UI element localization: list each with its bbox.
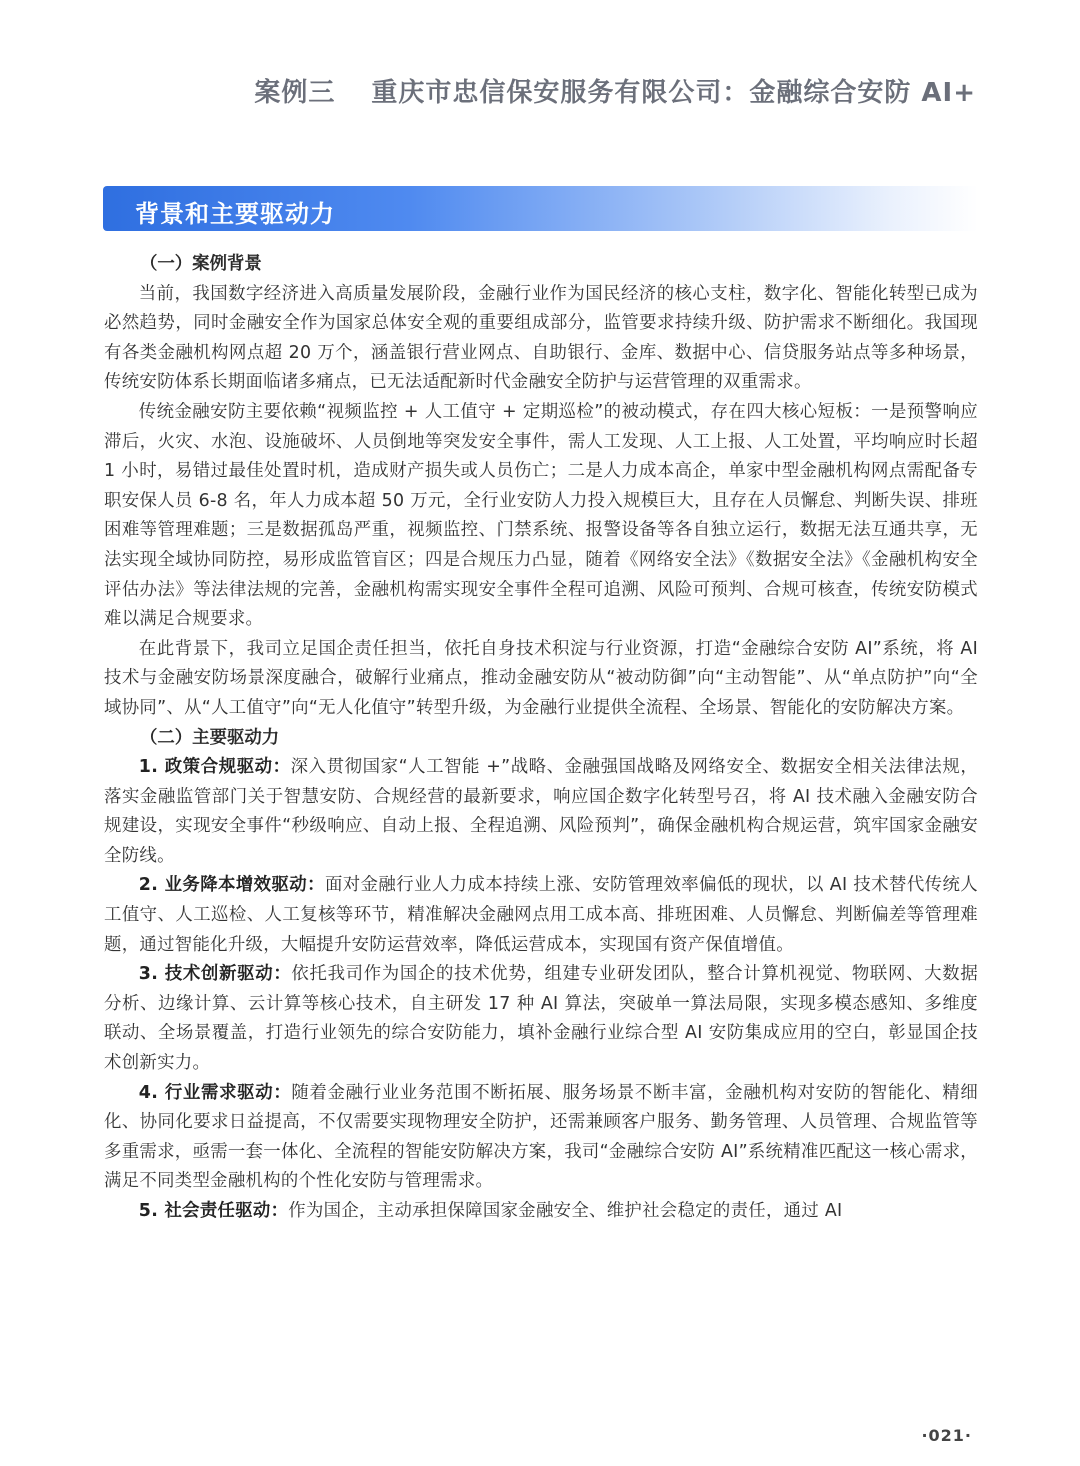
section-title: 背景和主要驱动力	[135, 200, 335, 228]
driver-text: 深入贯彻国家“人工智能 +”战略、金融强国战略及网络安全、数据安全相关法律法规，落实金融监管部门关于智慧安防、合规经营的最新要求，响应国企数字化转型号召，将 AI 技术融入金融安防合规建设，实现安全事件“秒级响应、自动上报、全程追溯、风险预判”，确保金融机构合规运营，筑牢国家金融安全防线。	[104, 757, 979, 866]
driver-label: 5. 社会责任驱动：	[138, 1201, 289, 1221]
page-number: ·021·	[921, 1426, 972, 1445]
driver-item	[104, 1197, 978, 1227]
company-title: 重庆市忠信保安服务有限公司：金融综合安防 AI+	[371, 78, 976, 108]
case-label: 案例三	[254, 78, 336, 108]
driver-label: 1. 政策合规驱动：	[138, 757, 291, 778]
main-content	[104, 250, 978, 1227]
driver-label: 2. 业务降本增效驱动：	[138, 875, 325, 896]
driver-item	[104, 871, 978, 960]
driver-item	[104, 960, 978, 1078]
drivers-heading: （二）主要驱动力	[140, 727, 280, 748]
driver-item	[104, 1079, 978, 1197]
background-heading: （一）案例背景	[140, 254, 262, 274]
background-paragraph-3: 在此背景下，我司立足国企责任担当，依托自身技术积淀与行业资源，打造“金融综合安防 AI”系统，将 AI 技术与金融安防场景深度融合，破解行业痛点，推动金融安防从“被动防御”向“主动智能”、从“单点防护”向“全域协同”、从“人工值守”向“无人化值守”转型升级，为金融行业提供全流程、全场景、智能化的安防解决方案。	[104, 638, 978, 718]
background-paragraph-1: 当前，我国数字经济进入高质量发展阶段，金融行业作为国民经济的核心支柱，数字化、智能化转型已成为必然趋势，同时金融安全作为国家总体安全观的重要组成部分，监管要求持续升级、防护需求不断细化。我国现有各类金融机构网点超 20 万个，涵盖银行营业网点、自助银行、金库、数据中心、信贷服务站点等多种场景，传统安防体系长期面临诸多痛点，已无法适配新时代金融安全防护与运营管理的双重需求。	[104, 283, 978, 393]
driver-text: 随着金融行业业务范围不断拓展、服务场景不断丰富，金融机构对安防的智能化、精细化、协同化要求日益提高，不仅需要实现物理安全防护，还需兼顾客户服务、勤务管理、人员管理、合规监管等多重需求，亟需一套一体化、全流程的智能安防解决方案，我司“金融综合安防 AI”系统精准匹配这一核心需求，满足不同类型金融机构的个性化安防与管理需求。	[104, 1082, 979, 1192]
section-banner	[103, 186, 978, 231]
background-paragraph-2: 传统金融安防主要依赖“视频监控 + 人工值守 + 定期巡检”的被动模式，存在四大核心短板：一是预警响应滞后，火灾、水泡、设施破坏、人员倒地等突发安全事件，需人工发现、人工上报、人工处置，平均响应时长超 1 小时，易错过最佳处置时机，造成财产损失或人员伤亡；二是人力成本高企，单家中型金融机构网点需配备专职安保人员 6-8 名，年人力成本超 50 万元，全行业安防人力投入规模巨大，且存在人员懈怠、判断失误、排班困难等管理难题；三是数据孤岛严重，视频监控、门禁系统、报警设备等各自独立运行，数据无法互通共享，无法实现全域协同防控，易形成监管盲区；四是合规压力凸显，随着《网络安全法》《数据安全法》《金融机构安全评估办法》等法律法规的完善，金融机构需实现安全事件全程可追溯、风险可预判、合规可核查，传统安防模式难以满足合规要求。	[104, 401, 978, 630]
driver-item	[104, 753, 978, 871]
driver-label: 3. 技术创新驱动：	[138, 964, 292, 985]
driver-label: 4. 行业需求驱动：	[138, 1082, 292, 1103]
driver-text: 依托我司作为国企的技术优势，组建专业研发团队，整合计算机视觉、物联网、大数据分析、边缘计算、云计算等核心技术，自主研发 17 种 AI 算法，突破单一算法局限，实现多模态感知、多维度联动、全场景覆盖，打造行业领先的综合安防能力，填补金融行业综合型 AI 安防集成应用的空白，彰显国企技术创新实力。	[104, 964, 979, 1074]
driver-text: 作为国企，主动承担保障国家金融安全、维护社会稳定的责任，通过 AI	[288, 1201, 843, 1221]
running-header	[254, 72, 976, 109]
driver-text: 面对金融行业人力成本持续上涨、安防管理效率偏低的现状，以 AI 技术替代传统人工值守、人工巡检、人工复核等环节，精准解决金融网点用工成本高、排班困难、人员懈怠、判断偏差等管理难题，通过智能化升级，大幅提升安防运营效率，降低运营成本，实现国有资产保值增值。	[104, 875, 978, 955]
